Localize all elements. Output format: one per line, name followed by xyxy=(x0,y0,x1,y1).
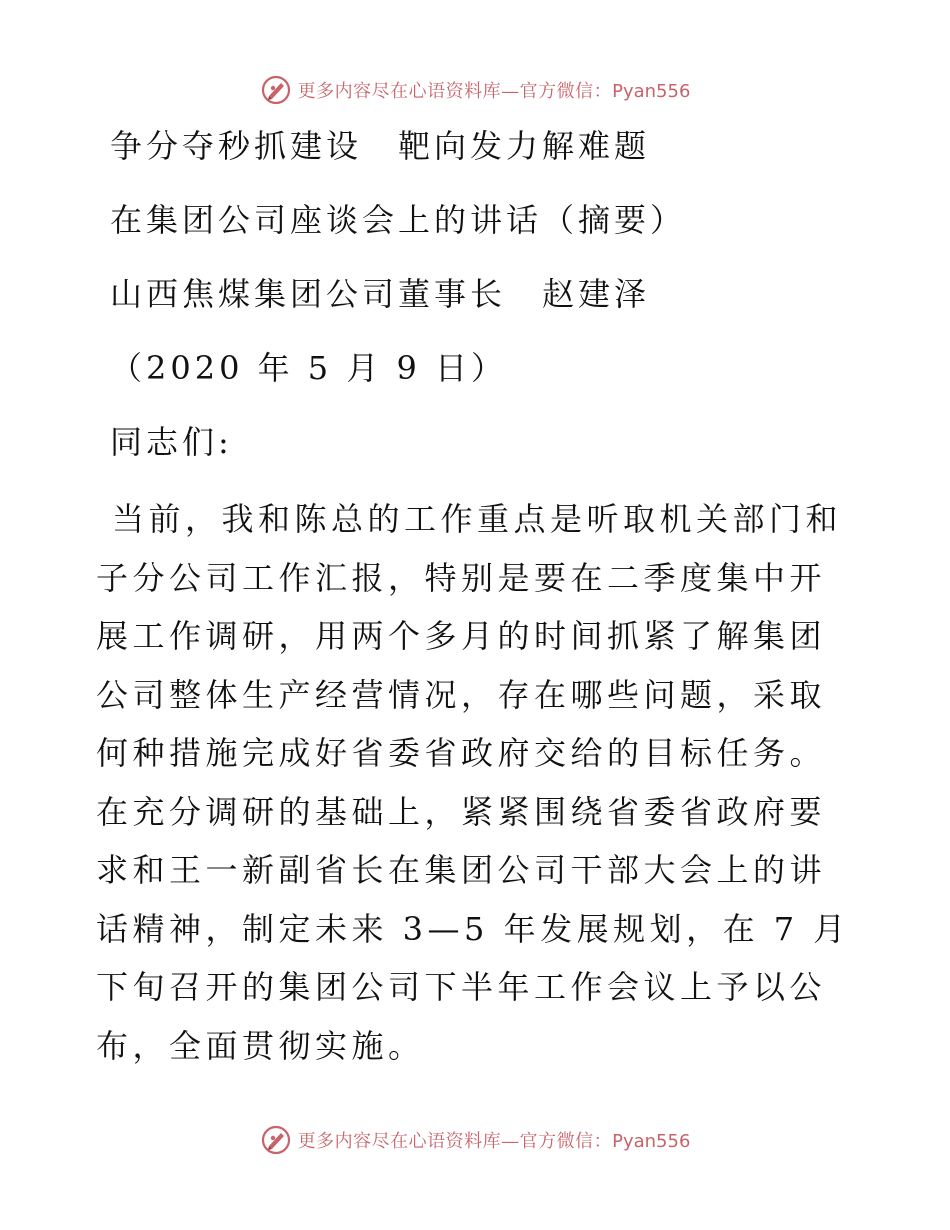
watermark-label xyxy=(298,1127,691,1153)
brand-logo-icon xyxy=(260,1124,292,1156)
document-speaker: 山西焦煤集团公司董事长 赵建泽 xyxy=(110,275,651,313)
watermark-bottom xyxy=(0,1120,950,1160)
document-body xyxy=(96,120,856,1075)
document-subtitle: 在集团公司座谈会上的讲话（摘要） xyxy=(110,201,687,239)
watermark-label xyxy=(298,77,691,103)
document-title: 争分夺秒抓建设 靶向发力解难题 xyxy=(110,127,651,165)
document-date: （2020 年 5 月 9 日） xyxy=(110,349,508,387)
document-salutation: 同志们: xyxy=(110,423,233,461)
watermark-wechat-id: Pyan556 xyxy=(612,1131,691,1152)
watermark-wechat-id: Pyan556 xyxy=(612,81,691,102)
watermark-top xyxy=(0,70,950,110)
brand-logo-icon xyxy=(260,74,292,106)
watermark-text: 更多内容尽在心语资料库—官方微信： xyxy=(297,81,613,102)
watermark-text: 更多内容尽在心语资料库—官方微信： xyxy=(297,1131,613,1152)
document-paragraph: 当前，我和陈总的工作重点是听取机关部门和子分公司工作汇报，特别是要在二季度集中开展工作调研，用两个多月的时间抓紧了解集团公司整体生产经营情况，存在哪些问题，采取何种措施完成好省委省政府交给的目标任务。在充分调研的基础上，紧紧围绕省委省政府要求和王一新副省长在集团公司干部大会上的讲话精神，制定未来 3—5 年发展规划，在 7 月下旬召开的集团公司下半年工作会议上予以公布，全面贯彻实施。 xyxy=(96,500,850,1065)
